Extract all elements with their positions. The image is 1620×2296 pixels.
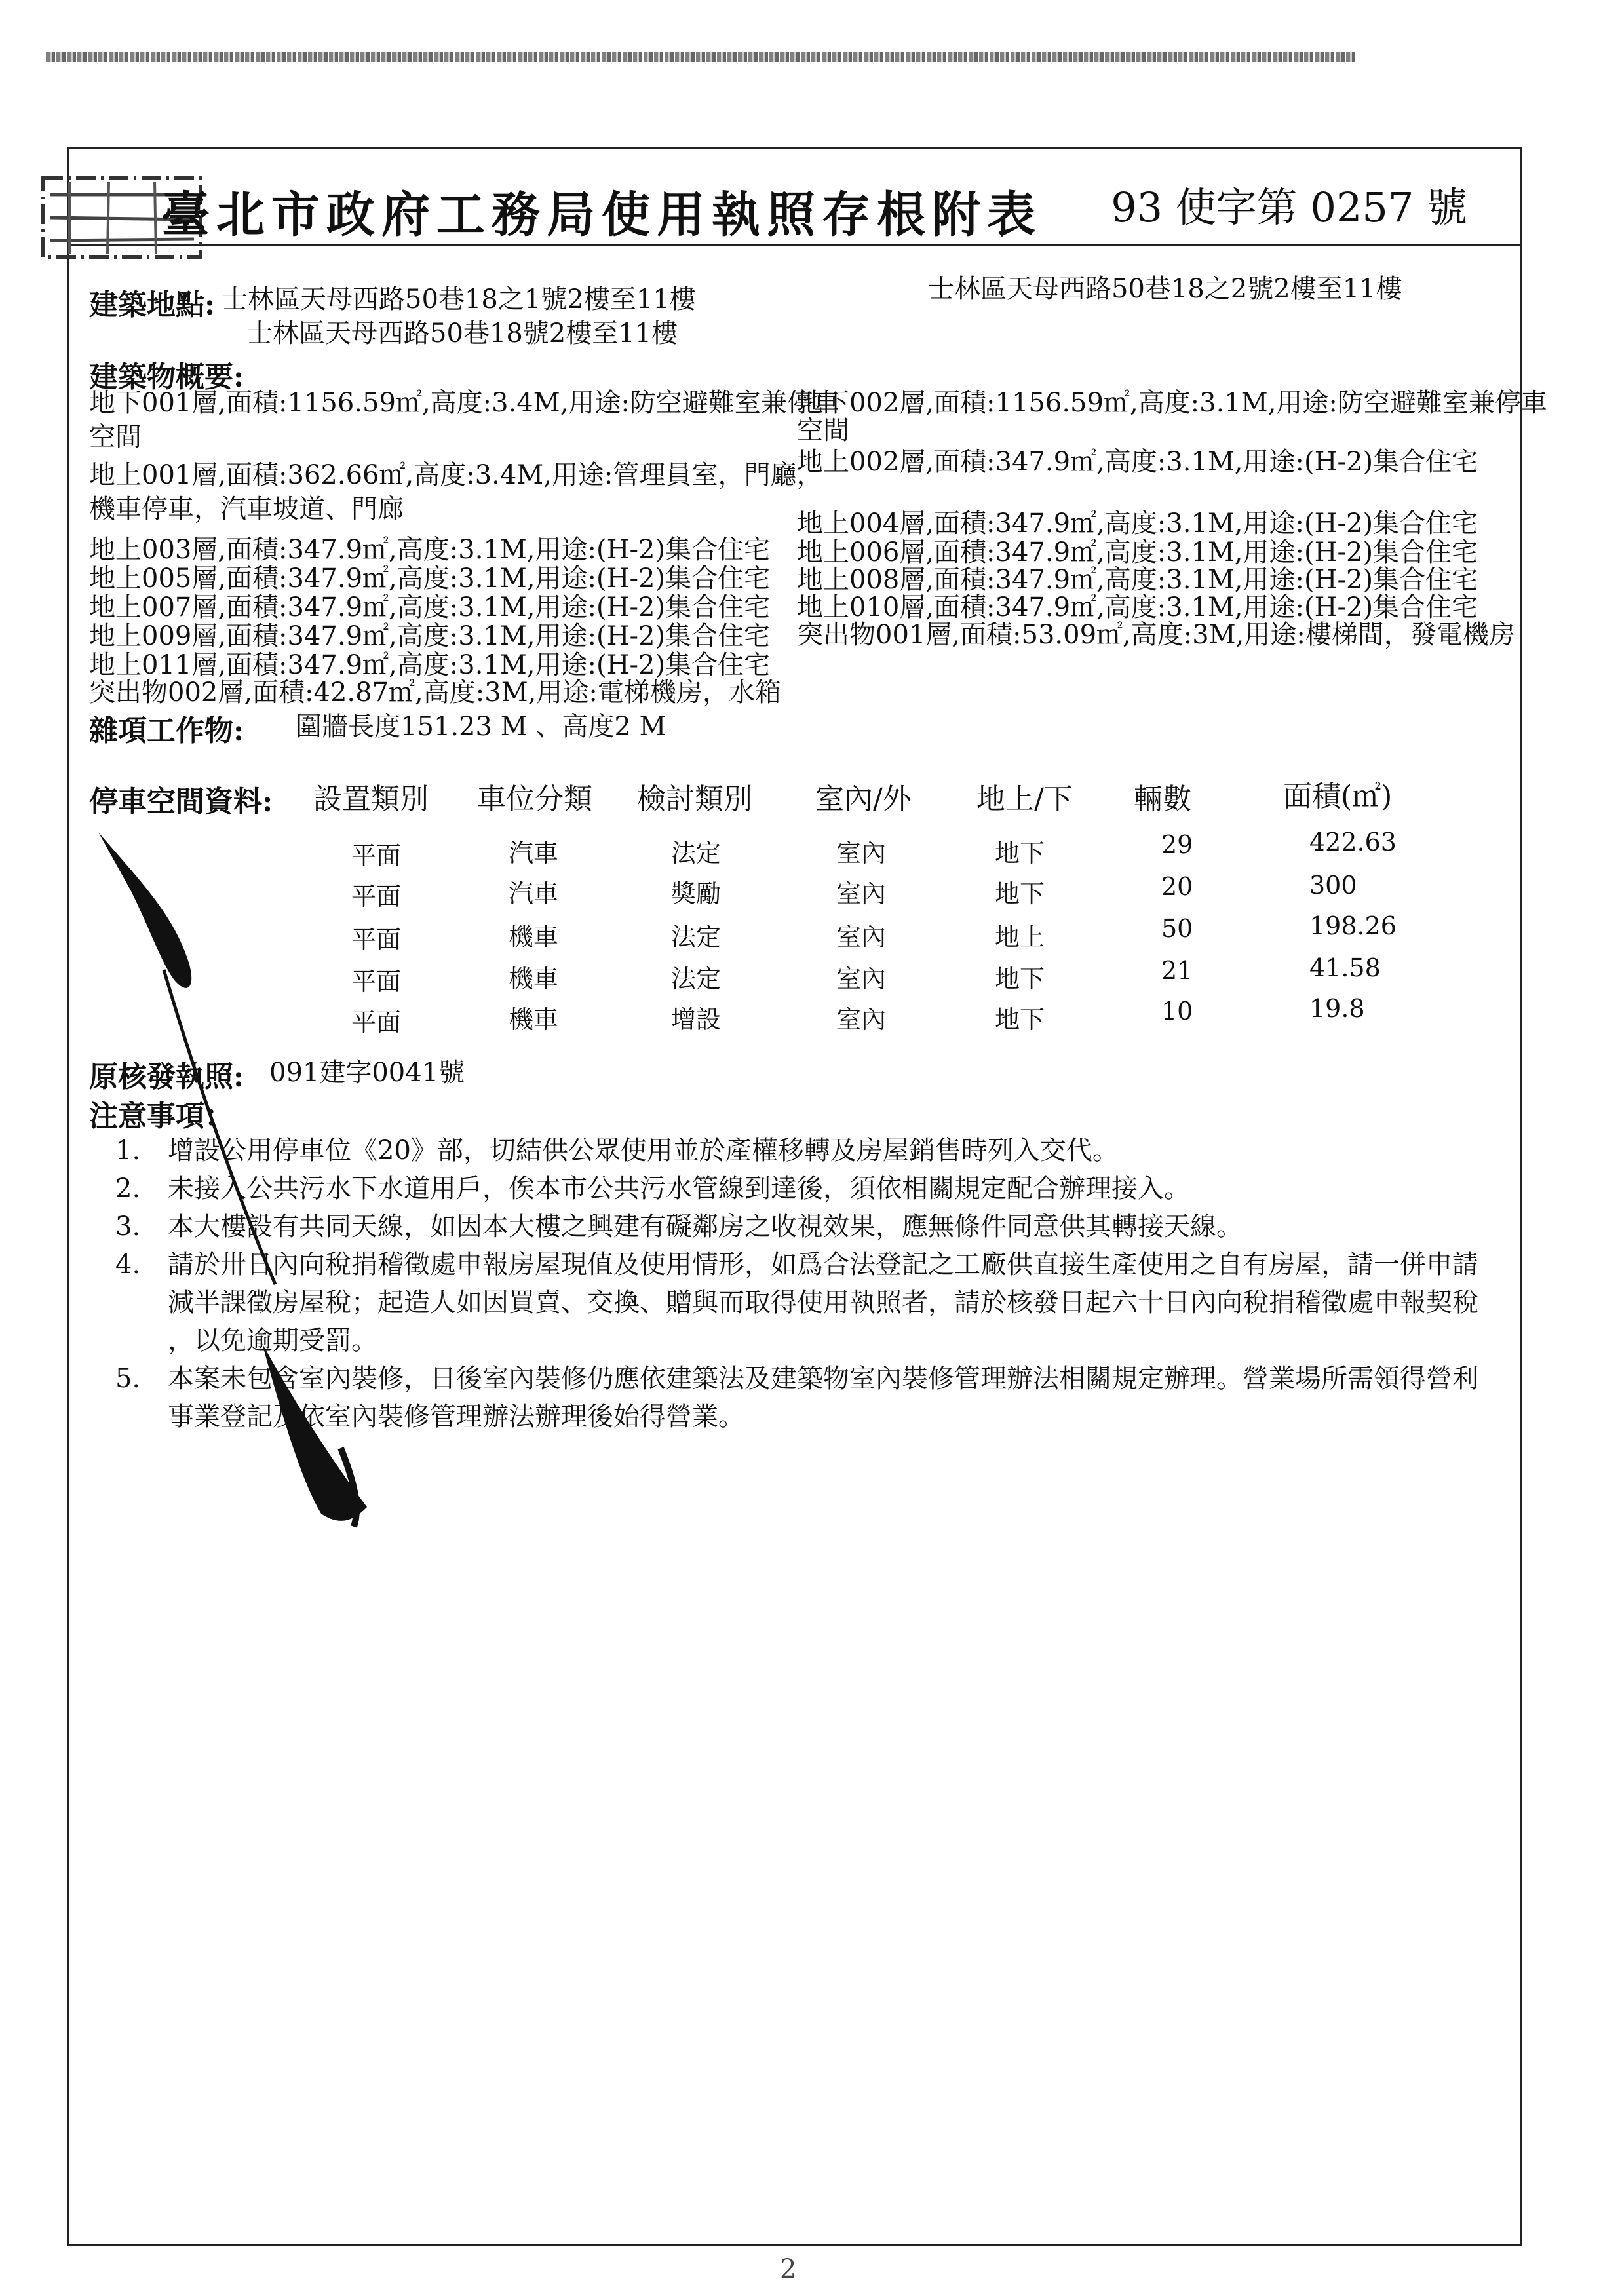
page-title: 臺北市政府工務局使用執照存根附表 [161, 187, 1042, 243]
table-cell: 室內 [836, 923, 887, 951]
table-cell: 平面 [351, 841, 402, 870]
table-cell: 地下 [995, 965, 1045, 993]
note-text: 本案未包含室內裝修，日後室內裝修仍應依建築法及建築物室內裝修管理辦法相關規定辦理。營業場所需領得營利 [168, 1364, 1478, 1394]
table-cell: 422.63 [1309, 828, 1397, 856]
note-text: 增設公用停車位《20》部，切結供公眾使用並於產權移轉及房屋銷售時列入交代。 [168, 1136, 1119, 1166]
note-text: ，以免逾期受罰。 [168, 1326, 377, 1356]
note-text: 未接入公共污水下水道用戶，俟本市公共污水管線到達後，須依相關規定配合辦理接入。 [168, 1174, 1190, 1204]
table-cell: 地上 [995, 923, 1045, 951]
table-cell: 平面 [351, 1008, 402, 1037]
note-number: 5. [115, 1364, 141, 1394]
table-cell: 300 [1309, 871, 1357, 900]
site-label: 建築地點: [89, 288, 216, 322]
note-text: 本大樓設有共同天線，如因本大樓之興建有礙鄰房之收視效果，應無條件同意供其轉接天線。 [168, 1212, 1243, 1242]
overview-left-line: 突出物002層,面積:42.87㎡,高度:3M,用途:電梯機房，水箱 [89, 678, 781, 708]
misc-label: 雜項工作物: [89, 714, 244, 748]
overview-left-line: 地上001層,面積:362.66㎡,高度:3.4M,用途:管理員室，門廳， [89, 460, 823, 490]
table-cell: 機車 [509, 1005, 559, 1034]
table-cell: 50 [1161, 914, 1193, 943]
table-cell: 平面 [351, 882, 402, 911]
site-address-2: 士林區天母西路50巷18號2樓至11樓 [246, 318, 678, 349]
overview-right-line: 地上008層,面積:347.9㎡,高度:3.1M,用途:(H-2)集合住宅 [797, 565, 1478, 595]
overview-left-line: 機車停車，汽車坡道、門廊 [89, 494, 404, 524]
parking-header: 車位分類 [477, 782, 592, 816]
table-cell: 地下 [995, 879, 1045, 908]
note-text: 事業登記及依室內裝修管理辦法辦理後始得營業。 [168, 1402, 744, 1432]
original-permit-value: 091建字0041號 [269, 1058, 465, 1088]
overview-left-line: 地上009層,面積:347.9㎡,高度:3.1M,用途:(H-2)集合住宅 [89, 621, 771, 651]
overview-right-line: 地上006層,面積:347.9㎡,高度:3.1M,用途:(H-2)集合住宅 [797, 537, 1478, 567]
note-number: 4. [115, 1250, 141, 1280]
table-cell: 法定 [671, 839, 722, 868]
misc-value: 圍牆長度151.23 M 、高度2 M [296, 712, 666, 742]
parking-header: 地上/下 [976, 782, 1073, 816]
original-permit-label: 原核發執照: [89, 1060, 244, 1094]
note-text: 減半課徵房屋稅；起造人如因買賣、交換、贈與而取得使用執照者，請於核發日起六十日內向稅捐稽徵處申報契稅 [168, 1288, 1478, 1318]
table-cell: 198.26 [1309, 911, 1397, 940]
table-cell: 室內 [836, 879, 887, 908]
parking-header: 輛數 [1134, 782, 1191, 816]
site-address-1: 士林區天母西路50巷18之1號2樓至11樓 [222, 284, 696, 315]
table-cell: 29 [1161, 830, 1193, 859]
overview-right-line: 地上002層,面積:347.9㎡,高度:3.1M,用途:(H-2)集合住宅 [797, 447, 1478, 477]
overview-right-line: 地上004層,面積:347.9㎡,高度:3.1M,用途:(H-2)集合住宅 [797, 508, 1478, 539]
table-cell: 汽車 [509, 879, 559, 908]
parking-header: 面積(㎡) [1283, 780, 1393, 813]
table-cell: 增設 [671, 1005, 722, 1034]
note-number: 3. [115, 1212, 141, 1242]
note-number: 1. [115, 1136, 141, 1166]
overview-right-line: 空間 [797, 415, 849, 446]
table-cell: 法定 [671, 965, 722, 993]
table-cell: 獎勵 [671, 879, 722, 908]
overview-right-line: 地上010層,面積:347.9㎡,高度:3.1M,用途:(H-2)集合住宅 [797, 592, 1478, 622]
overview-right-line: 地下002層,面積:1156.59㎡,高度:3.1M,用途:防空避難室兼停車 [797, 388, 1547, 418]
table-cell: 地下 [995, 839, 1045, 868]
site-address-3: 士林區天母西路50巷18之2號2樓至11樓 [928, 274, 1402, 304]
table-cell: 20 [1161, 872, 1193, 901]
table-cell: 法定 [671, 923, 722, 951]
table-cell: 室內 [836, 965, 887, 993]
note-text: 請於卅日內向稅捐稽徵處申報房屋現值及使用情形，如爲合法登記之工廠供直接生產使用之自有房屋，請一併申請 [168, 1250, 1478, 1280]
parking-header: 室內/外 [815, 782, 912, 816]
table-cell: 21 [1161, 956, 1193, 985]
overview-left-line: 地上005層,面積:347.9㎡,高度:3.1M,用途:(H-2)集合住宅 [89, 564, 771, 594]
page-number: 2 [780, 2254, 797, 2284]
overview-left-line: 地下001層,面積:1156.59㎡,高度:3.4M,用途:防空避難室兼停車 [89, 388, 839, 418]
notes-label: 注意事項： [89, 1100, 233, 1133]
overview-left-line: 空間 [89, 422, 142, 452]
table-cell: 室內 [836, 1005, 887, 1034]
overview-left-line: 地上011層,面積:347.9㎡,高度:3.1M,用途:(H-2)集合住宅 [89, 650, 771, 680]
document-number: 93 使字第 0257 號 [1111, 183, 1467, 231]
overview-left-line: 地上007層,面積:347.9㎡,高度:3.1M,用途:(H-2)集合住宅 [89, 592, 771, 622]
table-cell: 41.58 [1309, 953, 1381, 982]
parking-label: 停車空間資料: [89, 785, 273, 818]
table-cell: 地下 [995, 1005, 1045, 1034]
table-cell: 機車 [509, 923, 559, 951]
table-cell: 室內 [836, 839, 887, 868]
table-cell: 平面 [351, 925, 402, 954]
table-cell: 平面 [351, 967, 402, 996]
table-cell: 機車 [509, 965, 559, 993]
parking-header: 檢討類別 [637, 782, 752, 816]
table-cell: 19.8 [1309, 994, 1365, 1023]
table-cell: 10 [1161, 997, 1193, 1025]
overview-right-line: 突出物001層,面積:53.09㎡,高度:3M,用途:樓梯間，發電機房 [797, 620, 1515, 650]
table-cell: 汽車 [509, 839, 559, 868]
note-number: 2. [115, 1174, 141, 1204]
overview-label: 建築物概要: [89, 360, 244, 394]
overview-left-line: 地上003層,面積:347.9㎡,高度:3.1M,用途:(H-2)集合住宅 [89, 535, 771, 565]
parking-header: 設置類別 [313, 782, 429, 816]
